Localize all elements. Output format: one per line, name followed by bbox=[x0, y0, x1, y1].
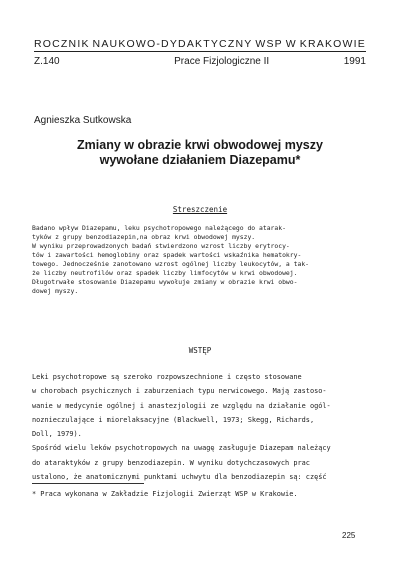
title-line: Zmiany w obrazie krwi obwodowej myszy bbox=[77, 138, 323, 152]
footnote: * Praca wykonana w Zakładzie Fizjologii Zwierząt WSP w Krakowie. bbox=[32, 490, 298, 498]
body-line: do ataraktyków z grupy benzodiazepin. W wyniku dotychczasowych prac bbox=[32, 458, 310, 467]
body-line: noznieczulające i miorelaksacyjne (Blackwell, 1973; Skegg, Richards, bbox=[32, 415, 315, 424]
body-line: Spośród wielu leków psychotropowych na uwagę zasługuje Diazepam należący bbox=[32, 444, 331, 453]
abstract-line: dowej myszy. bbox=[32, 287, 79, 295]
author-name: Agnieszka Sutkowska bbox=[34, 115, 132, 126]
publication-year: 1991 bbox=[343, 56, 366, 67]
journal-word: WSP bbox=[255, 38, 283, 50]
abstract-line: towego. Jednocześnie zanotowano wzrost ogólnej liczby leukocytów, a tak- bbox=[32, 260, 310, 268]
journal-word: ROCZNIK bbox=[34, 38, 90, 50]
abstract-line: tyków z grupy benzodiazepin,na obraz krwi obwodowej myszy. bbox=[32, 233, 256, 241]
abstract-text bbox=[32, 224, 372, 296]
abstract-heading: Streszczenie bbox=[172, 205, 228, 214]
footnote-divider bbox=[32, 483, 144, 484]
issue-info bbox=[34, 56, 366, 67]
body-line: wanie w medycynie ogólnej i anastezjologii ze względu na działanie ogól- bbox=[32, 401, 331, 410]
abstract-line: Badano wpływ Diazepamu, leku psychotropowego należącego do atarak- bbox=[32, 224, 286, 232]
volume-number: Z.140 bbox=[34, 56, 60, 67]
body-line: Doll, 1979). bbox=[32, 430, 82, 439]
body-line: ustalono, że anatomicznymi punktami uchwytu dla benzodiazepin są: część bbox=[32, 473, 327, 482]
title-line: wywołane działaniem Diazepamu* bbox=[99, 153, 301, 167]
journal-word: W bbox=[285, 38, 297, 50]
abstract-line: Długotrwałe stosowanie Diazepamu wywołuje zmiany w obrazie krwi obwo- bbox=[32, 278, 298, 286]
body-line: Leki psychotropowe są szeroko rozpowszechnione i często stosowane bbox=[32, 373, 302, 381]
abstract-line: że liczby neutrofilów oraz spadek liczby limfocytów w krwi obwodowej. bbox=[32, 269, 298, 277]
abstract-line: tów i zawartości hemoglobiny oraz spadek wartości wskaźnika hematokry- bbox=[32, 251, 302, 259]
section-heading: WSTĘP bbox=[188, 346, 212, 355]
journal-word: NAUKOWO-DYDAKTYCZNY bbox=[92, 38, 253, 50]
header-divider bbox=[34, 51, 366, 52]
article-title bbox=[20, 138, 380, 168]
journal-word: KRAKOWIE bbox=[299, 38, 366, 50]
section-body bbox=[32, 370, 372, 484]
page-number: 225 bbox=[342, 531, 356, 540]
journal-name bbox=[34, 38, 366, 50]
body-line: w chorobach psychicznych i zaburzeniach typu nerwicowego. Mają zastoso- bbox=[32, 387, 327, 396]
series-name: Prace Fizjologiczne II bbox=[174, 56, 270, 67]
abstract-line: W wyniku przeprowadzonych badań stwierdzono wzrost liczby erytrocy- bbox=[32, 242, 290, 250]
